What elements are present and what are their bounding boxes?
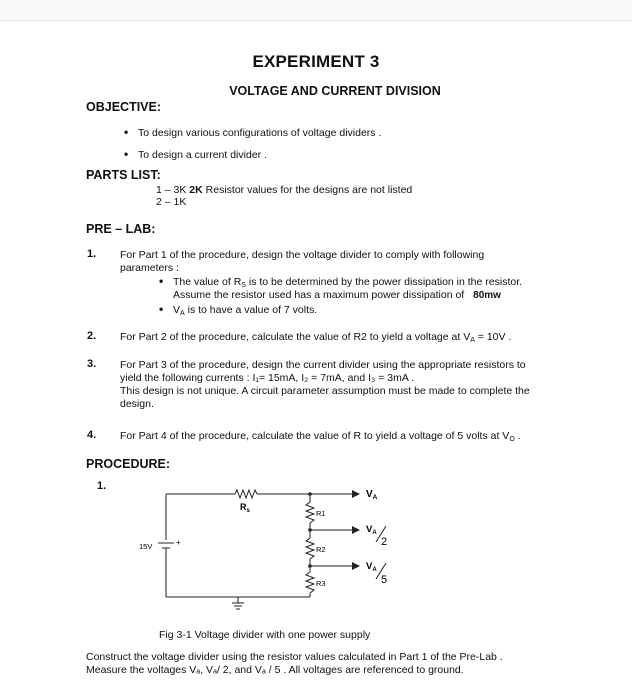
arrow-icon — [352, 526, 360, 534]
handwritten-annotation: 2K — [189, 184, 203, 196]
procedure-heading: PROCEDURE: — [86, 457, 171, 471]
document-title: EXPERIMENT 3 — [252, 52, 380, 71]
polarity-plus-label: + — [176, 538, 181, 547]
prelab-item-1-bullet: • The value of $R_S$ is to be determined by the power dissipation in the resistor. — [159, 274, 522, 288]
prelab-item-3-line-1: For Part 3 of the procedure, design the current divider using the appropriate resistors to — [120, 359, 526, 371]
rs-label: $R_s$ — [240, 502, 250, 514]
objective-item: • To design a current divider . — [124, 147, 267, 161]
node-dot — [308, 492, 312, 496]
source-voltage-label: 15V — [139, 542, 153, 551]
va-fifth-denominator: 5 — [381, 574, 388, 586]
parts-list-heading: PARTS LIST: — [86, 168, 161, 182]
va-half-denominator: 2 — [381, 536, 388, 548]
document-subtitle: VOLTAGE AND CURRENT DIVISION — [229, 84, 441, 98]
va-half-label: $V_A$ — [366, 524, 377, 536]
node-dot — [308, 528, 312, 532]
prelab-item-3-line-2: yield the following currents : I₁= 15mA, I₂ = 7mA, and I₃ = 3mA . — [120, 372, 415, 384]
prelab-item-3-line-3: This design is not unique. A circuit parameter assumption must be made to complete the — [120, 385, 530, 397]
r1-label: R1 — [316, 509, 326, 518]
prelab-item-number: 2. — [87, 330, 97, 342]
prelab-item-2-text: For Part 2 of the procedure, calculate the value of R2 to yield a voltage at $V_A = 10V$ . — [120, 331, 512, 344]
prelab-item-4-text: For Part 4 of the procedure, calculate the value of R to yield a voltage of 5 volts at $V_O$ . — [120, 430, 521, 443]
arrow-icon — [352, 562, 360, 570]
objective-item: • To design various configurations of voltage dividers . — [124, 125, 381, 139]
procedure-instruction-line-1: Construct the voltage divider using the resistor values calculated in Part 1 of the Pre-Lab . — [86, 651, 503, 663]
figure-caption: Fig 3-1 Voltage divider with one power supply — [159, 629, 371, 641]
prelab-item-1-line-2: parameters : — [120, 262, 179, 274]
prelab-item-1-bullet-cont: Assume the resistor used has a maximum power dissipation of 80mw — [173, 289, 501, 301]
r3-label: R3 — [316, 579, 326, 588]
va-fifth-label: $V_A$ — [366, 561, 377, 573]
objective-heading: OBJECTIVE: — [86, 100, 162, 114]
procedure-step-number: 1. — [97, 480, 107, 492]
prelab-item-1-line-1: For Part 1 of the procedure, design the voltage divider to comply with following — [120, 249, 485, 261]
parts-list-line-1: 1 – 3K 2K Resistor values for the designs are not listed — [156, 184, 413, 196]
prelab-item-number: 4. — [87, 429, 97, 441]
resistor-rs — [235, 490, 257, 498]
node-dot — [308, 564, 312, 568]
r2-label: R2 — [316, 545, 326, 554]
parts-list-line-2: 2 – 1K — [156, 196, 187, 208]
resistor-r2 — [306, 538, 314, 559]
prelab-item-number: 1. — [87, 248, 97, 260]
resistor-r3 — [306, 572, 314, 593]
prelab-item-1-bullet: • $V_A$ is to have a value of 7 volts. — [159, 302, 317, 316]
va-label: $V_A$ — [366, 489, 378, 501]
arrow-icon — [352, 490, 360, 498]
procedure-instruction-line-2: Measure the voltages Vₐ, Vₐ/ 2, and Vₐ / 5 . All voltages are referenced to ground. — [86, 664, 464, 676]
prelab-item-3-line-4: design. — [120, 398, 154, 410]
prelab-heading: PRE – LAB: — [86, 222, 156, 236]
resistor-r1 — [306, 502, 314, 523]
handwritten-annotation: 80mw — [473, 290, 501, 301]
prelab-item-number: 3. — [87, 358, 97, 370]
